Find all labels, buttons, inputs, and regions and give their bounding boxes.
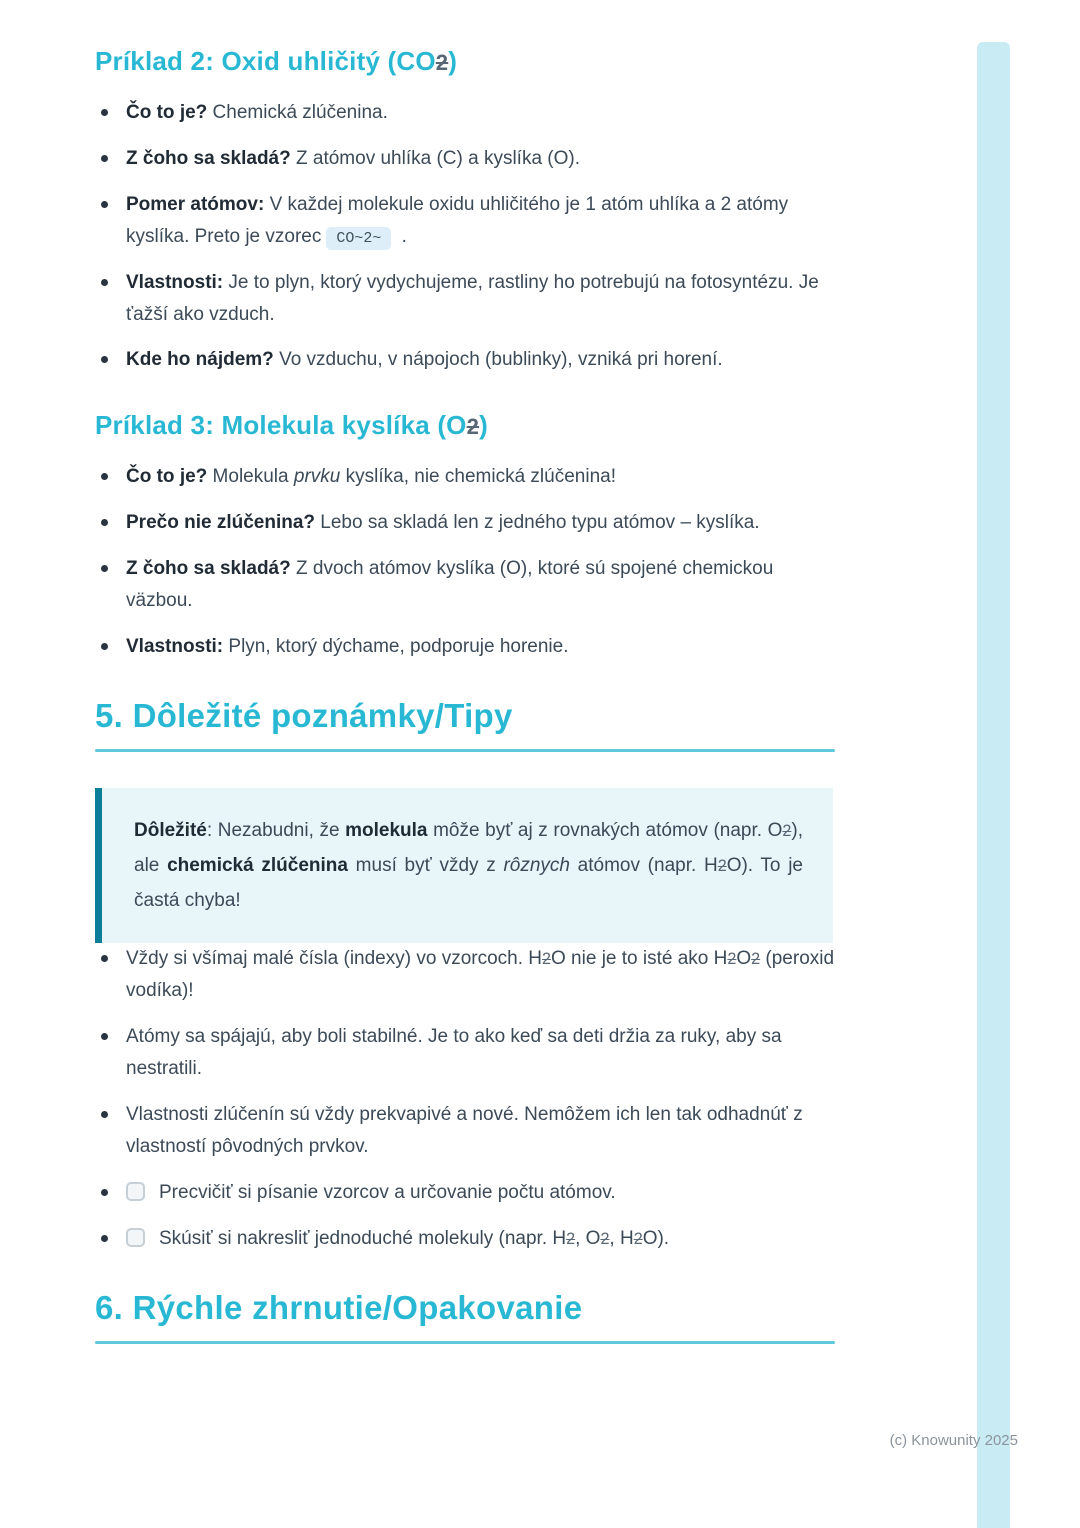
text-segment: V každej molekule oxidu uhličitého je 1 atóm uhlíka a 2 atómy kyslíka. Preto je vzorec xyxy=(126,193,789,247)
text-segment: Príklad 2: Oxid uhličitý (CO xyxy=(95,46,436,76)
text-segment: rôznych xyxy=(503,855,570,877)
text-segment: 2 xyxy=(600,1229,610,1248)
list-item xyxy=(95,943,835,1007)
example-3-list xyxy=(95,461,860,663)
text-segment: Molekula xyxy=(207,466,294,488)
text-segment: , O xyxy=(575,1227,601,1249)
text-segment: 2 xyxy=(542,950,551,969)
example-2-heading xyxy=(95,46,860,77)
text-segment: O). xyxy=(642,1227,670,1249)
task-label xyxy=(159,1228,669,1249)
text-segment: O). To je častá chyba! xyxy=(134,855,803,912)
text-segment: 2 xyxy=(566,1229,576,1248)
text-segment: chemická zlúčenina xyxy=(167,855,348,877)
text-segment: 2 xyxy=(751,950,761,969)
text-segment: Dôležité xyxy=(134,819,207,841)
list-item xyxy=(95,1021,835,1085)
text-segment: . xyxy=(396,225,407,247)
list-item xyxy=(95,189,835,253)
text-segment: atómov (napr. H xyxy=(569,855,718,877)
list-item xyxy=(95,97,835,129)
section-underline xyxy=(95,749,835,752)
text-segment: molekula xyxy=(345,819,428,841)
text-segment: , H xyxy=(609,1227,634,1249)
list-item xyxy=(95,631,835,663)
text-segment: Z čoho sa skladá? xyxy=(126,558,291,580)
text-segment: 2 xyxy=(782,821,792,840)
section-underline xyxy=(95,1341,835,1344)
text-segment: 2 xyxy=(717,857,727,876)
text-segment: Prečo nie zlúčenina? xyxy=(126,512,315,534)
text-segment: prvku xyxy=(293,466,341,488)
section-5-heading: 5. Dôležité poznámky/Tipy xyxy=(95,696,513,734)
formula-chip: CO~2~ xyxy=(326,227,391,250)
example-3-heading xyxy=(95,410,860,441)
text-segment: Precvičiť si písanie vzorcov a určovanie počtu atómov. xyxy=(159,1181,616,1203)
text-segment: Čo to je? xyxy=(126,102,208,123)
task-checkbox[interactable] xyxy=(126,1182,145,1201)
text-segment: O xyxy=(736,948,752,970)
text-segment: 2 xyxy=(727,950,737,969)
text-segment: musí byť vždy z xyxy=(347,855,504,877)
list-item xyxy=(95,1099,835,1163)
text-segment: ) xyxy=(448,46,458,76)
list-item xyxy=(95,461,835,493)
important-note-callout xyxy=(95,788,833,943)
text-segment: Atómy sa spájajú, aby boli stabilné. Je to ako keď sa deti držia za ruky, aby sa nestratili. xyxy=(126,1026,782,1080)
text-segment: O nie je to isté ako H xyxy=(551,948,728,970)
text-segment: Z atómov uhlíka (C) a kyslíka (O). xyxy=(290,147,581,169)
text-segment: môže byť aj z rovnakých atómov (napr. O xyxy=(427,819,783,841)
copyright-note: (c) Knowunity 2025 xyxy=(889,1432,1018,1449)
list-item xyxy=(95,553,835,617)
text-segment: ) xyxy=(479,410,488,441)
text-segment: Skúsiť si nakresliť jednoduché molekuly (napr. H xyxy=(159,1227,567,1249)
section-6-heading: 6. Rýchle zhrnutie/Opakovanie xyxy=(95,1288,583,1326)
side-accent-stripe xyxy=(977,42,1010,1528)
task-item xyxy=(95,1177,835,1209)
text-segment: kyslíka, nie chemická zlúčenina! xyxy=(340,466,616,488)
text-segment: Príklad 3: Molekula kyslíka (O xyxy=(95,410,467,441)
text-segment: Plyn, ktorý dýchame, podporuje horenie. xyxy=(223,635,569,657)
text-segment: Vlastnosti: xyxy=(126,635,224,657)
task-item xyxy=(95,1223,835,1255)
text-segment: Vždy si všímaj malé čísla (indexy) vo vzorcoch. H xyxy=(126,948,543,970)
text-segment: Pomer atómov: xyxy=(126,193,265,215)
list-item xyxy=(95,344,835,376)
text-segment: Vo vzduchu, v nápojoch (bublinky), vzniká pri horení. xyxy=(273,349,723,371)
text-segment: Z dvoch atómov kyslíka (O), ktoré sú spojené chemickou väzbou. xyxy=(126,558,774,612)
text-segment: (peroxid vodíka)! xyxy=(126,948,835,1002)
list-item xyxy=(95,143,835,175)
text-segment: Vlastnosti: xyxy=(126,271,224,293)
text-segment: 2 xyxy=(633,1229,643,1248)
text-segment: Lebo sa skladá len z jedného typu atómov – kyslíka. xyxy=(315,512,760,534)
list-item xyxy=(95,267,835,331)
text-segment: Z čoho sa skladá? xyxy=(126,147,291,169)
text-segment: : Nezabudni, že xyxy=(206,819,346,841)
text-segment: Kde ho nájdem? xyxy=(126,349,274,371)
list-item xyxy=(95,507,835,539)
text-segment: Vlastnosti zlúčenín sú vždy prekvapivé a nové. Nemôžem ich len tak odhadnúť z vlastností pôvodných prvkov. xyxy=(126,1103,803,1157)
task-checkbox[interactable] xyxy=(126,1228,145,1247)
text-segment: Je to plyn, ktorý vydychujeme, rastliny ho potrebujú na fotosyntézu. Je ťažší ako vzduch. xyxy=(126,271,819,325)
tips-list xyxy=(95,943,860,1254)
text-segment: ), ale xyxy=(134,819,804,877)
callout-text xyxy=(134,813,803,918)
text-segment: 2 xyxy=(466,414,480,440)
task-label xyxy=(159,1182,616,1203)
text-segment: 2 xyxy=(435,50,449,75)
example-2-list xyxy=(95,97,860,376)
text-segment: Chemická zlúčenina. xyxy=(207,102,388,123)
text-segment: Čo to je? xyxy=(126,466,208,488)
